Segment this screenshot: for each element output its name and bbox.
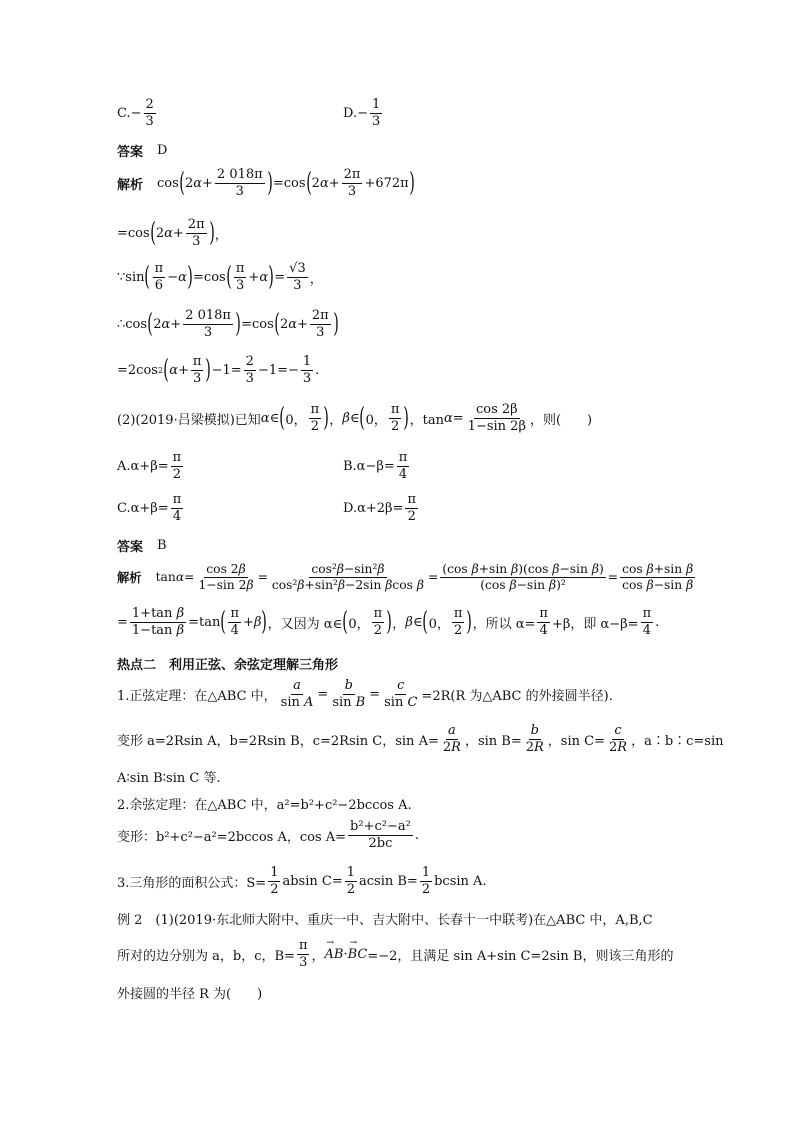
ex2-line2b: ， bbox=[311, 948, 325, 964]
q2-option-c bbox=[117, 493, 185, 523]
answer-2 bbox=[117, 536, 167, 555]
sol1-eq-cos: =cos bbox=[272, 175, 306, 191]
q2-tan-num: cos 2β bbox=[475, 402, 518, 417]
question-2: (2)(2019·吕梁模拟)已知 α ∈ ( 0， π 2 ) ， β ∈ ( 0， π 2 ) ，tan α = $\frac{\cos 2\beta}{1-\sin 2\beta}$ ，则( ) bbox=[117, 402, 593, 434]
q2-option-d-label: D.α+2β= bbox=[343, 500, 404, 516]
q2-option-d bbox=[343, 493, 420, 523]
area-t1: absin C= bbox=[282, 873, 343, 889]
area-head: 3.三角形的面积公式：S= bbox=[117, 875, 267, 891]
area-t3: bcsin A. bbox=[434, 873, 487, 889]
q2-head: (2)(2019·吕梁模拟)已知 bbox=[117, 412, 261, 428]
q2-option-a-label: A.α+β= bbox=[117, 458, 169, 474]
solution-1-line-5: =2cos 2 ( α + π 3 ) −1= 2 3 −1=− 1 3 . bbox=[117, 354, 320, 386]
q2-option-b-label: B.α−β= bbox=[343, 458, 395, 474]
ex2-line2c: =−2，且满足 sin A+sin C=2sin B，则该三角形的 bbox=[367, 948, 674, 964]
variant-mid: ，sin B= bbox=[464, 733, 522, 749]
solution-2-line-1: 解析 tan α = cos 2β 1−sin 2β = cos²β−sin²β cos²β+sin²β−2sin βcos β = (cos β+sin β)(cos β−sin β) (cos β−sin β)² = cos β+sin β cos β−sin β bbox=[117, 562, 694, 592]
solution-1-line-1: 解析 cos ( 2 α + $\frac{2 018\pi}{3}$ ) =cos ( 2 α + $\frac{2\pi}{3}$ +672π ) bbox=[117, 167, 415, 199]
q2-b-num: π bbox=[398, 450, 408, 465]
q2-d-num: π bbox=[407, 492, 416, 507]
cosine-law-variant bbox=[117, 820, 419, 850]
cos-variant-end: . bbox=[414, 827, 419, 843]
sol1-frac-num: 2 018π bbox=[216, 167, 263, 182]
q2-c-num: π bbox=[172, 492, 182, 507]
cos-variant-den: 2bc bbox=[368, 835, 393, 851]
answer-1-label: 答案 bbox=[117, 145, 144, 160]
sol1-frac2-num: 2π bbox=[343, 167, 361, 182]
sol2-tail: ，又因为 α∈ bbox=[267, 616, 343, 632]
solution-2-line-2: = 1+tan β 1−tan β =tan ( π 4 + β ) ，又因为 α∈ ( 0， π 2 ) ， β ∈ ( 0， π 2 ) ，所以 α= $\frac{\pi}{4}$ +β，即 α−β= $\frac{\pi}{4}$ . bbox=[117, 606, 660, 638]
section-title: 热点二 利用正弦、余弦定理解三角形 bbox=[117, 658, 339, 673]
cosine-law: 2.余弦定理：在△ABC 中，a²=b²+c²−2bccos A. bbox=[117, 798, 412, 813]
cos-variant-num: b²+c²−a² bbox=[350, 819, 411, 834]
sol1-frac-den: 3 bbox=[235, 183, 244, 199]
q2-a-num: π bbox=[172, 450, 182, 465]
answer-1 bbox=[117, 141, 167, 160]
ex2-line2a: 所对的边分别为 a，b，c，B= bbox=[117, 948, 295, 964]
sine-law: 1.正弦定理：在△ABC 中， a sin A = b sin B = $\frac{c}{\text{sin C}}$ =2R(R 为△ABC 的外接圆半径). bbox=[117, 678, 613, 710]
q2-option-b bbox=[343, 451, 411, 481]
sine-law-variant: 变形 a=2Rsin A，b=2Rsin B，c=2Rsin C，sin A= $\frac{a}{2R}$ ，sin B= $\frac{b}{2R}$ ，sin C= $\frac{c}{2R}$ ，a∶b∶c=sin bbox=[117, 723, 724, 755]
option-c-label: C.− bbox=[117, 105, 142, 121]
solution-1-line-4: ∴cos ( 2 α + 2 018π 3 ) =cos ( 2 α + 2π 3 ) bbox=[117, 308, 339, 340]
sine-law-tail: =2R(R 为△ABC 的外接圆半径). bbox=[421, 688, 613, 704]
q2-option-c-label: C.α+β= bbox=[117, 500, 169, 516]
variant-mid2: ，sin C= bbox=[547, 733, 605, 749]
sol2-tail2: ，所以 α= bbox=[472, 616, 536, 632]
sol2-tail3: +β，即 α−β= bbox=[551, 616, 639, 632]
sol2-end: . bbox=[655, 614, 660, 630]
q2-d-den: 2 bbox=[407, 508, 416, 524]
option-d-label: D.− bbox=[343, 105, 368, 121]
q2-a-den: 2 bbox=[172, 466, 182, 482]
option-c-numerator: 2 bbox=[145, 97, 154, 112]
q2-b-den: 4 bbox=[398, 466, 408, 482]
q2-tan-den: 1−sin 2β bbox=[467, 418, 526, 434]
solution-1-label: 解析 bbox=[117, 177, 144, 193]
sol1-frac2-den: 3 bbox=[347, 183, 357, 199]
solution-2-label: 解析 bbox=[117, 570, 142, 586]
sine-law-head: 1.正弦定理：在△ABC 中， bbox=[117, 688, 277, 704]
sine-law-variant-line-2: A∶sin B∶sin C 等. bbox=[117, 771, 221, 786]
sol1-672pi: +672π bbox=[364, 175, 409, 191]
option-c-denominator: 3 bbox=[145, 113, 154, 129]
option-c bbox=[117, 98, 158, 128]
q2-tail: ，则( ) bbox=[529, 412, 593, 428]
area-formula: 3.三角形的面积公式：S= $\frac{1}{2}$ absin C= $\frac{1}{2}$ acsin B= $\frac{1}{2}$ bcsin A. bbox=[117, 865, 487, 897]
solution-1-line-3: ∵sin ( π 6 − α ) =cos ( π 3 + α ) = √3 3 ， bbox=[117, 261, 323, 293]
example-2-line-3: 外接圆的半径 R 为( ) bbox=[117, 987, 263, 1002]
answer-2-label: 答案 bbox=[117, 540, 144, 555]
answer-1-value: D bbox=[157, 143, 168, 158]
example-2-line-2: 所对的边分别为 a，b，c，B= $\frac{\pi}{3}$ ， → AB · → BC =−2，且满足 sin A+sin C=2sin B，则该三角形的 bbox=[117, 939, 673, 969]
example-2-line-1: 例 2 (1)(2019·东北师大附中、重庆一中、吉大附中、长春十一中联考)在△ABC 中，A,B,C bbox=[117, 913, 653, 928]
solution-1-line-2: =cos ( 2 α + 2π 3 ) ， bbox=[117, 217, 228, 249]
option-d bbox=[343, 98, 384, 128]
q2-option-a bbox=[117, 451, 185, 481]
option-d-denominator: 3 bbox=[371, 113, 381, 129]
variant-head: 变形 a=2Rsin A，b=2Rsin B，c=2Rsin C，sin A= bbox=[117, 733, 439, 749]
q2-c-den: 4 bbox=[172, 508, 182, 524]
cos-variant-head: 变形：b²+c²−a²=2bccos A，cos A= bbox=[117, 829, 347, 845]
variant-tail: ，a∶b∶c=sin bbox=[631, 733, 724, 749]
area-t2: acsin B= bbox=[359, 873, 418, 889]
answer-2-value: B bbox=[157, 538, 167, 553]
option-d-numerator: 1 bbox=[371, 97, 381, 112]
sol1-cos: cos bbox=[157, 175, 179, 191]
